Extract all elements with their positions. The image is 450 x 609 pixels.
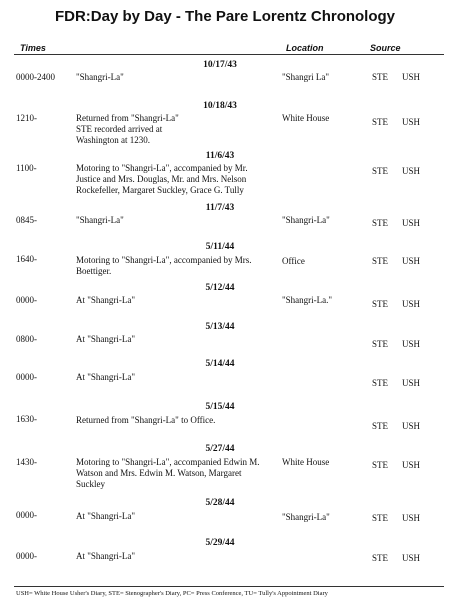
entry-time: 0000-2400 <box>16 72 55 82</box>
entry-location: "Shangri La" <box>282 72 330 82</box>
entry-description-line: Justice and Mrs. Douglas, Mr. and Mrs. Nelson <box>76 174 247 184</box>
entry-description <box>76 372 276 383</box>
entry-location: "Shangri-La." <box>282 295 333 305</box>
entry-location: "Shangri-La" <box>282 215 330 225</box>
entry-source-ste: STE <box>372 299 389 309</box>
entry-source-ush: USH <box>402 513 421 523</box>
entry-description-line: Returned from "Shangri-La" <box>76 113 179 123</box>
entry-description <box>76 72 276 83</box>
entry-location: "Shangri-La" <box>282 512 330 522</box>
entry-time: 0000- <box>16 372 37 382</box>
footer-divider <box>14 586 444 587</box>
entry-time: 1210- <box>16 113 37 123</box>
page-title: FDR:Day by Day - The Pare Lorentz Chronology <box>54 8 396 25</box>
entry-description-line: At "Shangri-La" <box>76 372 136 382</box>
entry-source-ush: USH <box>402 299 421 309</box>
entry-source-ush: USH <box>402 256 421 266</box>
entry-source-ush: USH <box>402 378 421 388</box>
entry-description-line: At "Shangri-La" <box>76 295 136 305</box>
entry-description <box>76 457 276 490</box>
entry-time: 1640- <box>16 254 37 264</box>
entry-time: 0800- <box>16 334 37 344</box>
entry-source-ste: STE <box>372 166 389 176</box>
entry-date: 5/29/44 <box>205 538 235 548</box>
entry-source-ush: USH <box>402 421 421 431</box>
entry-source-ush: USH <box>402 72 421 82</box>
entry-description-line: STE recorded arrived at <box>76 124 163 134</box>
entry-date: 5/11/44 <box>205 242 235 252</box>
entry-time: 0000- <box>16 551 37 561</box>
entry-description-line: "Shangri-La" <box>76 72 124 82</box>
entry-location: White House <box>282 113 330 123</box>
entry-description-line: Motoring to "Shangri-La", accompanied Edwin M. <box>76 457 260 467</box>
entry-description <box>76 334 276 345</box>
entry-description <box>76 415 276 426</box>
entry-time: 0845- <box>16 215 37 225</box>
entry-time: 1430- <box>16 457 37 467</box>
entry-description-line: Returned from "Shangri-La" to Office. <box>76 415 216 425</box>
entry-description-line: Boettiger. <box>76 266 112 276</box>
entry-description-line: Motoring to "Shangri-La", accompanied by Mrs. <box>76 255 252 265</box>
entry-source-ste: STE <box>372 421 389 431</box>
entry-description-line: At "Shangri-La" <box>76 551 136 561</box>
entry-source-ste: STE <box>372 218 389 228</box>
entry-source-ste: STE <box>372 553 389 563</box>
entry-source-ush: USH <box>402 218 421 228</box>
entry-date: 10/18/43 <box>203 101 237 111</box>
entry-time: 0000- <box>16 295 37 305</box>
entry-source-ush: USH <box>402 166 421 176</box>
column-header-times: Times <box>20 43 46 53</box>
entry-date: 11/7/43 <box>205 203 235 213</box>
entry-date: 5/28/44 <box>205 498 235 508</box>
entry-date: 11/6/43 <box>205 151 235 161</box>
entry-source-ste: STE <box>372 72 389 82</box>
entry-description <box>76 255 276 277</box>
entry-description <box>76 215 276 226</box>
entry-source-ste: STE <box>372 339 389 349</box>
entry-date: 5/15/44 <box>205 402 235 412</box>
entry-description <box>76 295 276 306</box>
entry-description-line: Washington at 1230. <box>76 135 151 145</box>
entry-date: 5/27/44 <box>205 444 235 454</box>
entry-location: White House <box>282 457 330 467</box>
entry-date: 10/17/43 <box>203 60 237 70</box>
entry-date: 5/12/44 <box>205 283 235 293</box>
entry-description <box>76 113 276 146</box>
entry-location: Office <box>282 256 305 266</box>
entry-source-ush: USH <box>402 460 421 470</box>
entry-description-line: At "Shangri-La" <box>76 334 136 344</box>
entry-source-ush: USH <box>402 553 421 563</box>
entry-description-line: "Shangri-La" <box>76 215 124 225</box>
entry-description-line: Motoring to "Shangri-La", accompanied by Mr. <box>76 163 248 173</box>
footer-legend: USH= White House Usher's Diary, STE= Stenographer's Diary, PC= Press Conference, TU= Tully's Appointment Diary <box>16 590 328 597</box>
entry-description <box>76 551 276 562</box>
column-header-location: Location <box>286 43 324 53</box>
entry-date: 5/14/44 <box>205 359 235 369</box>
entry-description-line: Watson and Mrs. Edwin M. Watson, Margaret <box>76 468 242 478</box>
entry-source-ste: STE <box>372 460 389 470</box>
header-divider <box>14 54 444 55</box>
entry-description-line: Rockefeller, Margaret Suckley, Grace G. Tully <box>76 185 244 195</box>
entry-source-ste: STE <box>372 513 389 523</box>
entry-description-line: Suckley <box>76 479 105 489</box>
entry-time: 1100- <box>16 163 37 173</box>
entry-source-ush: USH <box>402 339 421 349</box>
entry-description-line: At "Shangri-La" <box>76 511 136 521</box>
entry-source-ste: STE <box>372 378 389 388</box>
entry-source-ush: USH <box>402 117 421 127</box>
entry-description <box>76 511 276 522</box>
entry-time: 1630- <box>16 414 37 424</box>
entry-time: 0000- <box>16 510 37 520</box>
entry-source-ste: STE <box>372 117 389 127</box>
entry-source-ste: STE <box>372 256 389 266</box>
entry-date: 5/13/44 <box>205 322 235 332</box>
column-header-source: Source <box>370 43 401 53</box>
entry-description <box>76 163 276 196</box>
